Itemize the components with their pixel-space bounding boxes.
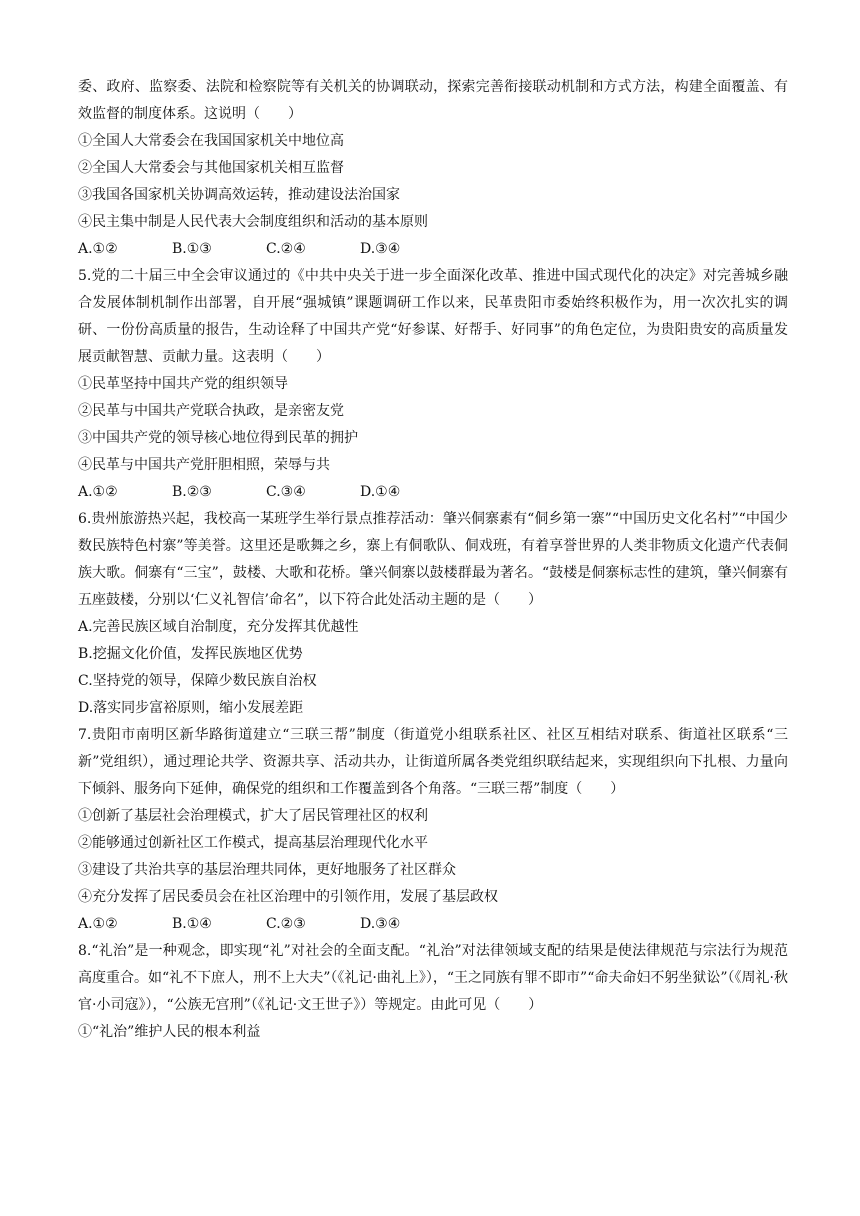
question-8 <box>78 938 788 1046</box>
choice-b: B.①③ <box>172 241 212 257</box>
option-2: ②全国人大常委会与其他国家机关相互监督 <box>78 160 344 176</box>
option-3: ③我国各国家机关协调高效运转，推动建设法治国家 <box>78 187 400 203</box>
choice-d: D.③④ <box>360 241 401 257</box>
choice-b: B.①④ <box>172 916 212 932</box>
option-1: ①民革坚持中国共产党的组织领导 <box>78 376 288 392</box>
choice-c: C.③④ <box>266 484 306 500</box>
question-stem: 委、政府、监察委、法院和检察院等有关机关的协调联动，探索完善衔接联动机制和方式方法，构建全面覆盖、有效监督的制度体系。这说明（ ） <box>78 79 788 122</box>
question-stem: 7.贵阳市南明区新华路街道建立“三联三帮”制度（街道党小组联系社区、社区互相结对联系、街道社区联系“三新”党组织），通过理论共学、资源共享、活动共办，让街道所属各类党组织联结起来，实现组织向下扎根、力量向下倾斜、服务向下延伸，确保党的组织和工作覆盖到各个角落。“三联三帮”制度（ ） <box>78 727 788 797</box>
option-1: ①全国人大常委会在我国国家机关中地位高 <box>78 133 344 149</box>
choice-a: A.①② <box>78 241 118 257</box>
choice-d: D.③④ <box>360 916 401 932</box>
option-2: ②能够通过创新社区工作模式，提高基层治理现代化水平 <box>78 835 428 851</box>
question-stem: 5.党的二十届三中全会审议通过的《中共中央关于进一步全面深化改革、推进中国式现代化的决定》对完善城乡融合发展体制机制作出部署，自开展“强城镇”课题调研工作以来，民革贵阳市委始终积极作为，用一次次扎实的调研、一份份高质量的报告，生动诠释了中国共产党“好参谋、好帮手、好同事”的角色定位，为贵阳贵安的高质量发展贡献智慧、贡献力量。这表明（ ） <box>78 268 788 365</box>
answer-choices <box>78 236 788 263</box>
option-c: C.坚持党的领导，保障少数民族自治权 <box>78 673 317 689</box>
option-1: ①创新了基层社会治理模式，扩大了居民管理社区的权利 <box>78 808 428 824</box>
option-3: ③中国共产党的领导核心地位得到民革的拥护 <box>78 430 358 446</box>
option-b: B.挖掘文化价值，发挥民族地区优势 <box>78 646 303 662</box>
choice-a: A.①② <box>78 484 118 500</box>
question-stem: 6.贵州旅游热兴起，我校高一某班学生举行景点推荐活动：肇兴侗寨素有“侗乡第一寨”“中国历史文化名村”“中国少数民族特色村寨”等美誉。这里还是歌舞之乡，寨上有侗歌队、侗戏班，有着享誉世界的人类非物质文化遗产代表侗族大歌。侗寨有“三宝”，鼓楼、大歌和花桥。肇兴侗寨以鼓楼群最为著名。“鼓楼是侗寨标志性的建筑，肇兴侗寨有五座鼓楼，分别以‘仁义礼智信’命名”，以下符合此处活动主题的是（ ） <box>78 511 788 608</box>
option-2: ②民革与中国共产党联合执政，是亲密友党 <box>78 403 344 419</box>
choice-d: D.①④ <box>360 484 401 500</box>
option-d: D.落实同步富裕原则，缩小发展差距 <box>78 700 304 716</box>
option-3: ③建设了共治共享的基层治理共同体，更好地服务了社区群众 <box>78 862 456 878</box>
question-7 <box>78 722 788 938</box>
question-stem: 8.“礼治”是一种观念，即实现“礼”对社会的全面支配。“礼治”对法律领域支配的结果是使法律规范与宗法行为规范高度重合。如“礼不下庶人，刑不上大夫”（《礼记·曲礼上》），“王之同族有罪不即市”“命夫命妇不躬坐狱讼”（《周礼·秋官·小司寇》），“公族无宫刑”（《礼记·文王世子》）等规定。由此可见（ ） <box>78 943 788 1013</box>
option-4: ④民革与中国共产党肝胆相照，荣辱与共 <box>78 457 330 473</box>
question-6 <box>78 506 788 722</box>
choice-a: A.①② <box>78 916 118 932</box>
option-1: ①“礼治”维护人民的根本利益 <box>78 1024 261 1040</box>
choice-c: C.②③ <box>266 916 306 932</box>
choice-c: C.②④ <box>266 241 306 257</box>
answer-choices <box>78 479 788 506</box>
option-4: ④民主集中制是人民代表大会制度组织和活动的基本原则 <box>78 214 428 230</box>
question-5 <box>78 263 788 506</box>
choice-b: B.②③ <box>172 484 212 500</box>
answer-choices <box>78 911 788 938</box>
option-a: A.完善民族区域自治制度，充分发挥其优越性 <box>78 619 359 635</box>
option-4: ④充分发挥了居民委员会在社区治理中的引领作用，发展了基层政权 <box>78 889 498 905</box>
question-4-continued <box>78 74 788 263</box>
